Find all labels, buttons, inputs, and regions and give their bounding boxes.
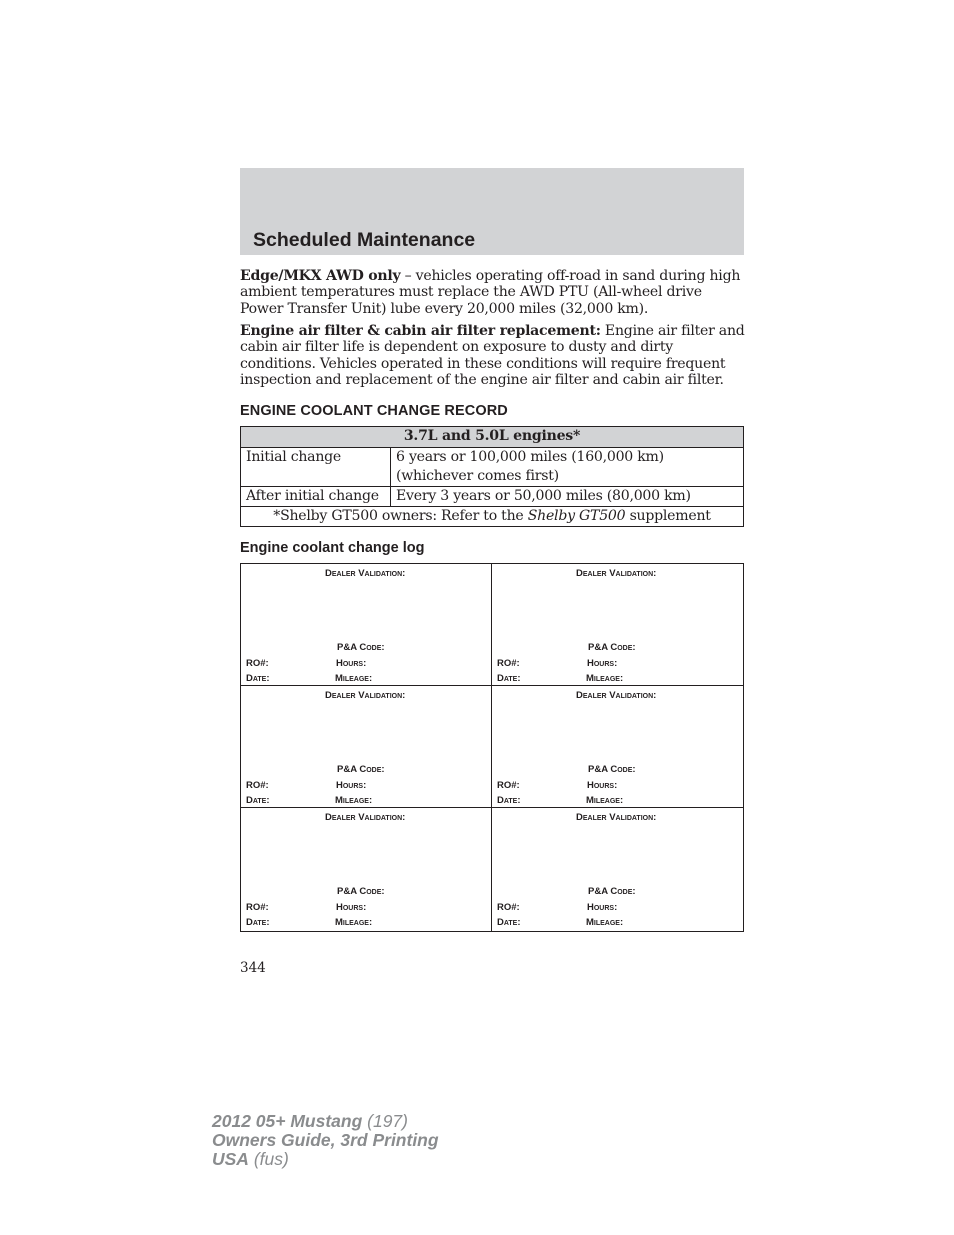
footnote-text: *Shelby GT500 owners: Refer to the — [273, 508, 528, 524]
awd-paragraph — [240, 268, 746, 317]
table-row — [241, 487, 744, 507]
ro-label: RO#: — [246, 902, 269, 913]
pa-code-label: P&A Code: — [588, 886, 636, 897]
footer-line — [212, 1131, 439, 1150]
row-value: Every 3 years or 50,000 miles (80,000 km) — [391, 487, 744, 507]
footer-model: 2012 05+ Mustang — [212, 1111, 363, 1131]
document-footer — [212, 1112, 439, 1169]
hours-label: Hours: — [587, 780, 618, 791]
dealer-validation-label: Dealer Validation: — [325, 568, 406, 579]
pa-code-label: P&A Code: — [337, 764, 385, 775]
log-cell — [492, 564, 743, 686]
footer-line — [212, 1150, 439, 1169]
row-label: Initial change — [241, 448, 391, 487]
ro-label: RO#: — [497, 658, 520, 669]
coolant-log-heading: Engine coolant change log — [240, 540, 425, 556]
footer-code: (197) — [362, 1111, 408, 1131]
dealer-validation-label: Dealer Validation: — [576, 690, 657, 701]
log-cell — [241, 808, 492, 931]
mileage-label: Mileage: — [586, 673, 624, 684]
log-cell — [492, 686, 743, 808]
air-filter-text: Engine air filter and cabin air filter life is dependent on exposure to dusty and dirty conditions. Vehicles operated in these conditions will require frequent inspection and replacement of the engine air filter and cabin air filter. — [240, 323, 745, 388]
footer-line — [212, 1112, 439, 1131]
hours-label: Hours: — [336, 902, 367, 913]
date-label: Date: — [497, 673, 521, 684]
log-cell — [492, 808, 743, 931]
table-row — [241, 448, 744, 487]
mileage-label: Mileage: — [335, 917, 373, 928]
section-title: Scheduled Maintenance — [253, 229, 476, 251]
row-value-line: (whichever comes first) — [396, 468, 559, 484]
hours-label: Hours: — [336, 658, 367, 669]
dealer-validation-label: Dealer Validation: — [325, 812, 406, 823]
page-number: 344 — [240, 960, 266, 976]
hours-label: Hours: — [587, 902, 618, 913]
mileage-label: Mileage: — [335, 673, 373, 684]
mileage-label: Mileage: — [335, 795, 373, 806]
log-cell — [241, 564, 492, 686]
mileage-label: Mileage: — [586, 795, 624, 806]
footnote-italic: Shelby GT500 — [527, 508, 626, 524]
row-label: After initial change — [241, 487, 391, 507]
date-label: Date: — [497, 795, 521, 806]
footer-guide: Owners Guide, 3rd Printing — [212, 1130, 439, 1150]
table-footnote — [241, 507, 744, 527]
mileage-label: Mileage: — [586, 917, 624, 928]
date-label: Date: — [246, 917, 270, 928]
ro-label: RO#: — [497, 780, 520, 791]
pa-code-label: P&A Code: — [337, 642, 385, 653]
date-label: Date: — [497, 917, 521, 928]
date-label: Date: — [246, 673, 270, 684]
dealer-validation-label: Dealer Validation: — [325, 690, 406, 701]
date-label: Date: — [246, 795, 270, 806]
hours-label: Hours: — [587, 658, 618, 669]
footnote-text: supplement — [625, 508, 711, 524]
row-value — [391, 448, 744, 487]
air-filter-lead: Engine air filter & cabin air filter replacement: — [240, 323, 601, 339]
table-header: 3.7L and 5.0L engines* — [241, 427, 744, 448]
dealer-validation-label: Dealer Validation: — [576, 568, 657, 579]
footer-region-code: (fus) — [248, 1149, 289, 1169]
ro-label: RO#: — [246, 658, 269, 669]
pa-code-label: P&A Code: — [588, 764, 636, 775]
dealer-validation-label: Dealer Validation: — [576, 812, 657, 823]
pa-code-label: P&A Code: — [588, 642, 636, 653]
footer-region: USA — [212, 1149, 249, 1169]
awd-text: – vehicles operating off-road in sand during high ambient temperatures must replace the AWD PTU (All-wheel drive Power Transfer Unit) lube every 20,000 miles (32,000 km). — [240, 268, 741, 317]
ro-label: RO#: — [497, 902, 520, 913]
hours-label: Hours: — [336, 780, 367, 791]
coolant-log-grid — [240, 563, 744, 932]
ro-label: RO#: — [246, 780, 269, 791]
log-cell — [241, 686, 492, 808]
row-value-line: 6 years or 100,000 miles (160,000 km) — [396, 449, 664, 465]
coolant-record-table — [240, 426, 744, 527]
awd-lead: Edge/MKX AWD only — [240, 268, 401, 284]
pa-code-label: P&A Code: — [337, 886, 385, 897]
coolant-record-heading: ENGINE COOLANT CHANGE RECORD — [240, 403, 508, 419]
air-filter-paragraph — [240, 323, 746, 388]
